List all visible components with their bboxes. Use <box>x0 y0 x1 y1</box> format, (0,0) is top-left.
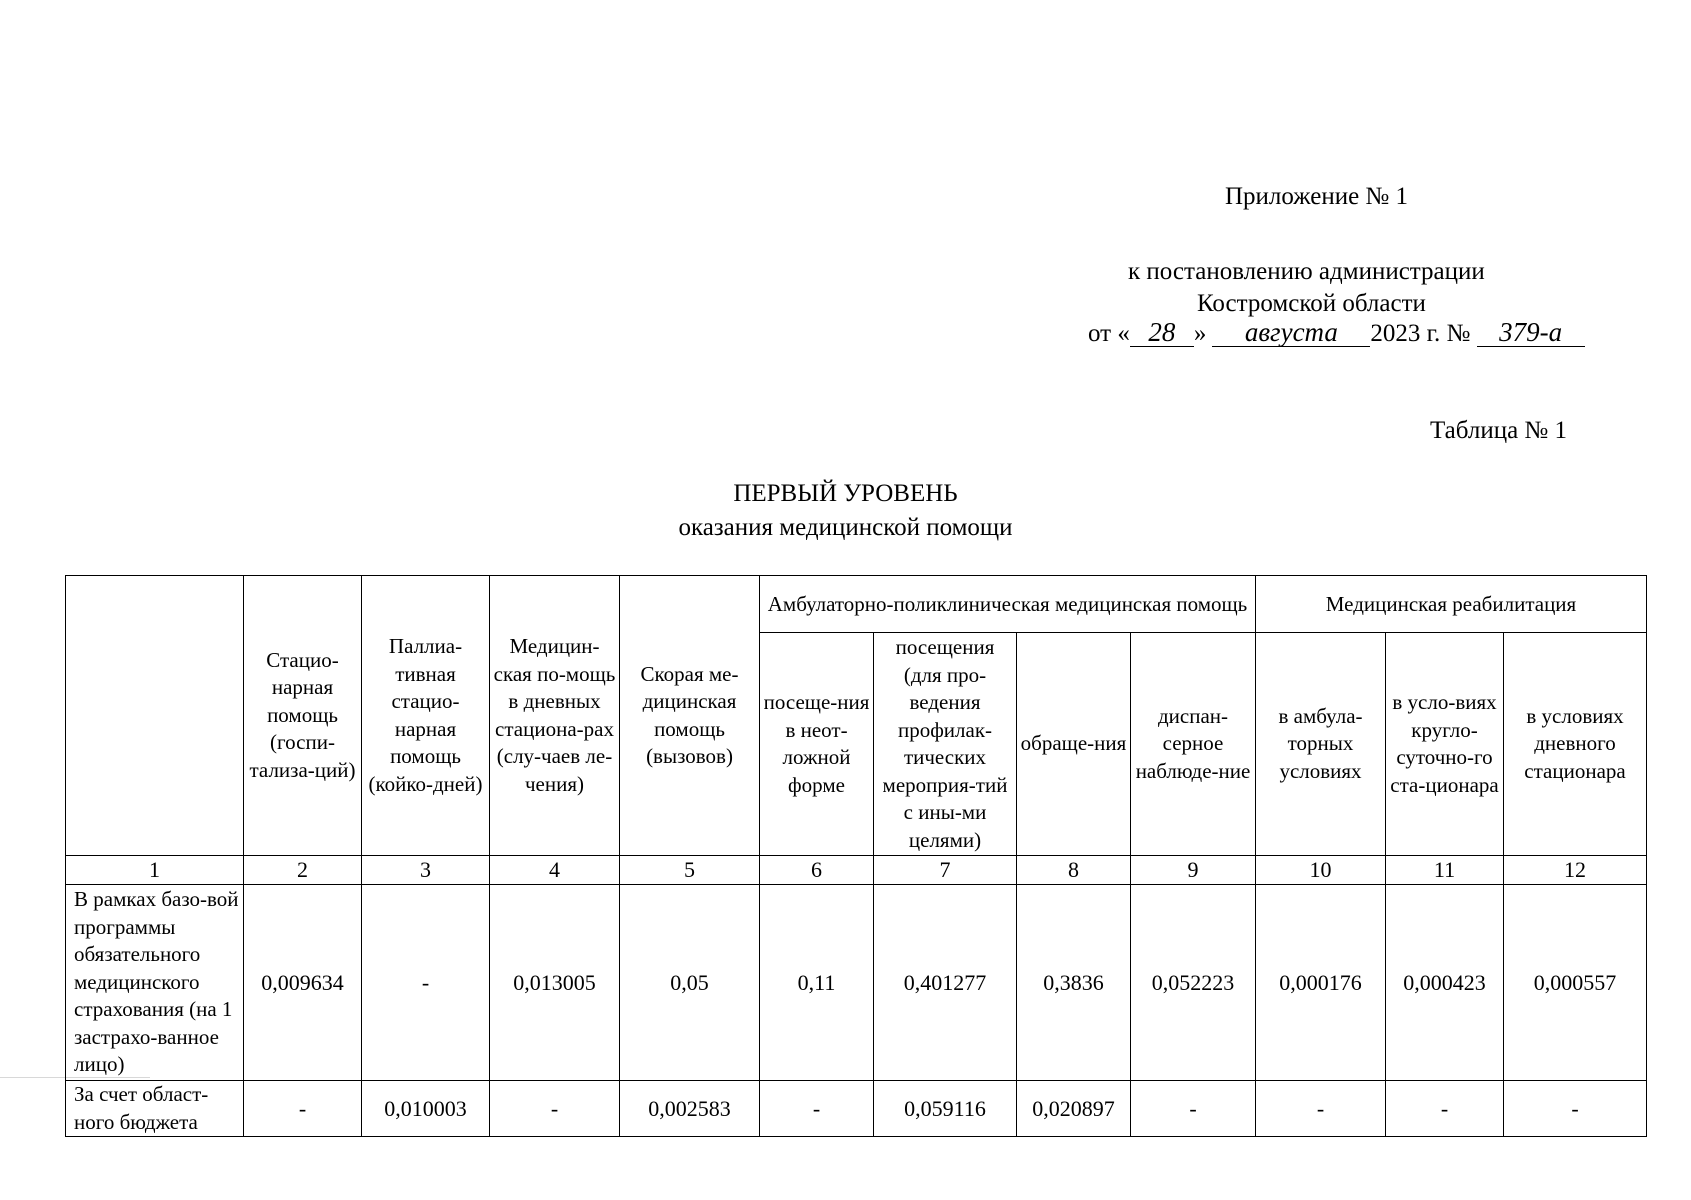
table-cell: 0,000176 <box>1256 885 1386 1081</box>
col-header-rehab-outpatient: в амбула-торных условиях <box>1256 633 1386 856</box>
col-header-rehab-roundclock: в усло-виях кругло-суточно-го ста-ционара <box>1386 633 1504 856</box>
table-cell: 0,052223 <box>1131 885 1256 1081</box>
date-prefix: от « <box>1088 320 1130 347</box>
column-number-row <box>66 856 1647 885</box>
row-label-oms: В рамках базо-вой программы обязательного медицинского страхования (на 1 застрахо-ванное лицо) <box>66 885 244 1081</box>
table-row <box>66 885 1647 1081</box>
table-cell: 0,010003 <box>362 1081 490 1137</box>
table-cell: - <box>362 885 490 1081</box>
table-cell: - <box>1504 1081 1647 1137</box>
table-cell: - <box>1386 1081 1504 1137</box>
table-row <box>66 1081 1647 1137</box>
col-header-palliative: Паллиа-тивная стацио-нарная помощь (койко-дней) <box>362 576 490 856</box>
table-label: Таблица № 1 <box>1430 417 1568 444</box>
group-header-rehab: Медицинская реабилитация <box>1256 576 1647 633</box>
table-cell: 0,401277 <box>874 885 1017 1081</box>
col-header-inpatient: Стацио-нарная помощь (госпи-тализа-ций) <box>244 576 362 856</box>
decree-date-line <box>1088 318 1585 350</box>
col-number: 4 <box>490 856 620 885</box>
table-cell: - <box>1131 1081 1256 1137</box>
table-cell: 0,3836 <box>1017 885 1131 1081</box>
col-number: 11 <box>1386 856 1504 885</box>
table-cell: 0,009634 <box>244 885 362 1081</box>
document-title: ПЕРВЫЙ УРОВЕНЬ <box>733 480 958 507</box>
decree-reference: к постановлению администрации <box>1128 258 1485 285</box>
date-mid: » <box>1193 320 1207 347</box>
document-subtitle: оказания медицинской помощи <box>678 514 1013 541</box>
year-part: 2023 г. № <box>1370 320 1471 347</box>
table-cell: 0,013005 <box>490 885 620 1081</box>
table-cell: - <box>490 1081 620 1137</box>
header-empty-cell <box>66 576 244 856</box>
col-header-rehab-day: в условиях дневного стационара <box>1504 633 1647 856</box>
col-header-day-hospital: Медицин-ская по-мощь в дневных стациона-рах (слу-чаев ле-чения) <box>490 576 620 856</box>
table-cell: 0,000423 <box>1386 885 1504 1081</box>
table-cell: 0,000557 <box>1504 885 1647 1081</box>
region-name: Костромской области <box>1197 290 1426 317</box>
row-label-regional-budget: За счет област-ного бюджета <box>66 1081 244 1137</box>
col-number: 3 <box>362 856 490 885</box>
group-header-outpatient: Амбулаторно-поликлиническая медицинская помощь <box>760 576 1256 633</box>
col-number: 6 <box>760 856 874 885</box>
col-header-ambulance: Скорая ме-дицинская помощь (вызовов) <box>620 576 760 856</box>
table-cell: - <box>1256 1081 1386 1137</box>
col-header-preventive-visits: посещения (для про-ведения профилак-тических мероприя-тий с ины-ми целями) <box>874 633 1017 856</box>
handwritten-month: августа <box>1212 318 1370 347</box>
table-cell: 0,05 <box>620 885 760 1081</box>
col-number: 2 <box>244 856 362 885</box>
table-cell: 0,059116 <box>874 1081 1017 1137</box>
col-number: 1 <box>66 856 244 885</box>
table-cell: 0,020897 <box>1017 1081 1131 1137</box>
col-header-urgent-visits: посеще-ния в неот-ложной форме <box>760 633 874 856</box>
handwritten-number: 379-а <box>1477 318 1585 347</box>
appendix-title: Приложение № 1 <box>1225 183 1409 210</box>
handwritten-day: 28 <box>1130 318 1194 347</box>
care-volume-table <box>65 575 1647 1137</box>
table-cell: 0,002583 <box>620 1081 760 1137</box>
table-cell: - <box>760 1081 874 1137</box>
col-number: 7 <box>874 856 1017 885</box>
col-header-appeals: обраще-ния <box>1017 633 1131 856</box>
col-number: 12 <box>1504 856 1647 885</box>
col-header-dispensary: диспан-серное наблюде-ние <box>1131 633 1256 856</box>
col-number: 5 <box>620 856 760 885</box>
col-number: 9 <box>1131 856 1256 885</box>
table-cell: - <box>244 1081 362 1137</box>
table-cell: 0,11 <box>760 885 874 1081</box>
col-number: 10 <box>1256 856 1386 885</box>
col-number: 8 <box>1017 856 1131 885</box>
